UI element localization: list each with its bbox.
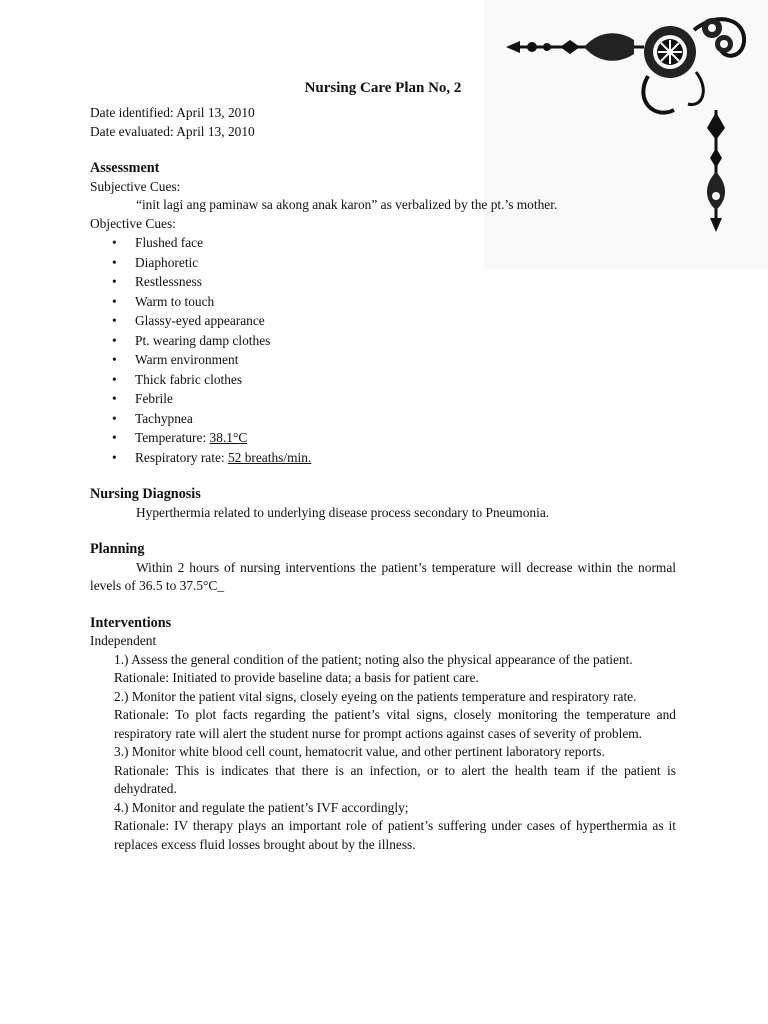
interventions-heading: Interventions — [90, 614, 172, 631]
planning-text: Within 2 hours of nursing interventions the patient’s temperature will decrease within the normal levels of 36.5 to 37.5°C_ — [90, 559, 676, 593]
list-item: • Restlessness — [90, 272, 676, 292]
objective-cue-list — [90, 233, 676, 467]
subjective-quote: “init lagi ang paminaw sa akong anak karon” as verbalized by the pt.’s mother. — [136, 197, 558, 212]
list-item: • Warm environment — [90, 350, 676, 370]
nursing-care-plan-page — [90, 79, 676, 854]
list-item: • Flushed face — [90, 233, 676, 253]
list-item: • Glassy-eyed appearance — [90, 311, 676, 331]
assessment-heading: Assessment — [90, 160, 160, 176]
temperature-value: 38.1°C — [209, 430, 248, 445]
list-item: • Diaphoretic — [90, 253, 676, 273]
intervention-action: 3.) Monitor white blood cell count, hematocrit value, and other pertinent laboratory reports. — [114, 744, 605, 759]
respiratory-rate-value: 52 breaths/min. — [227, 449, 312, 465]
respiratory-rate-item — [90, 448, 676, 468]
list-item: • Warm to touch — [90, 292, 676, 312]
intervention-action: 2.) Monitor the patient vital signs, closely eyeing on the patients temperature and respiratory rate. — [114, 688, 637, 704]
planning-heading: Planning — [90, 541, 145, 557]
intervention-rationale: Rationale: To plot facts regarding the patient’s vital signs, closely monitoring the temperature and respiratory rate will alert the student nurse for prompt actions against cases of severity of problem. — [114, 707, 676, 741]
intervention-rationale: Rationale: IV therapy plays an important role of patient’s suffering under cases of hyperthermia as it replaces excess fluid losses brought about by the illness. — [114, 818, 676, 852]
list-item: • Febrile — [90, 389, 676, 409]
respiratory-rate-label: Respiratory rate: — [135, 449, 225, 465]
diagnosis-heading: Nursing Diagnosis — [90, 486, 201, 502]
temperature-item — [90, 428, 676, 448]
temperature-label: Temperature: — [135, 430, 207, 445]
interventions-subheading: Independent — [90, 633, 157, 648]
intervention-action: 4.) Monitor and regulate the patient’s IVF accordingly; — [114, 799, 409, 815]
subjective-label: Subjective Cues: — [90, 178, 181, 194]
list-item: • Pt. wearing damp clothes — [90, 331, 676, 351]
list-item: • Thick fabric clothes — [90, 370, 676, 390]
diagnosis-text: Hyperthermia related to underlying disease process secondary to Pneumonia. — [136, 504, 550, 520]
list-item: • Tachypnea — [90, 409, 676, 429]
intervention-list — [90, 651, 676, 855]
intervention-rationale: Rationale: This is indicates that there is an infection, or to alert the health team if the patient is dehydrated. — [114, 762, 676, 796]
date-evaluated: Date evaluated: April 13, 2010 — [90, 123, 255, 139]
objective-label: Objective Cues: — [90, 215, 176, 231]
date-identified: Date identified: April 13, 2010 — [90, 105, 255, 120]
page-title: Nursing Care Plan No, 2 — [304, 80, 462, 96]
intervention-rationale: Rationale: Initiated to provide baseline data; a basis for patient care. — [114, 670, 479, 685]
intervention-action: 1.) Assess the general condition of the patient; noting also the physical appearance of the patient. — [114, 651, 633, 667]
